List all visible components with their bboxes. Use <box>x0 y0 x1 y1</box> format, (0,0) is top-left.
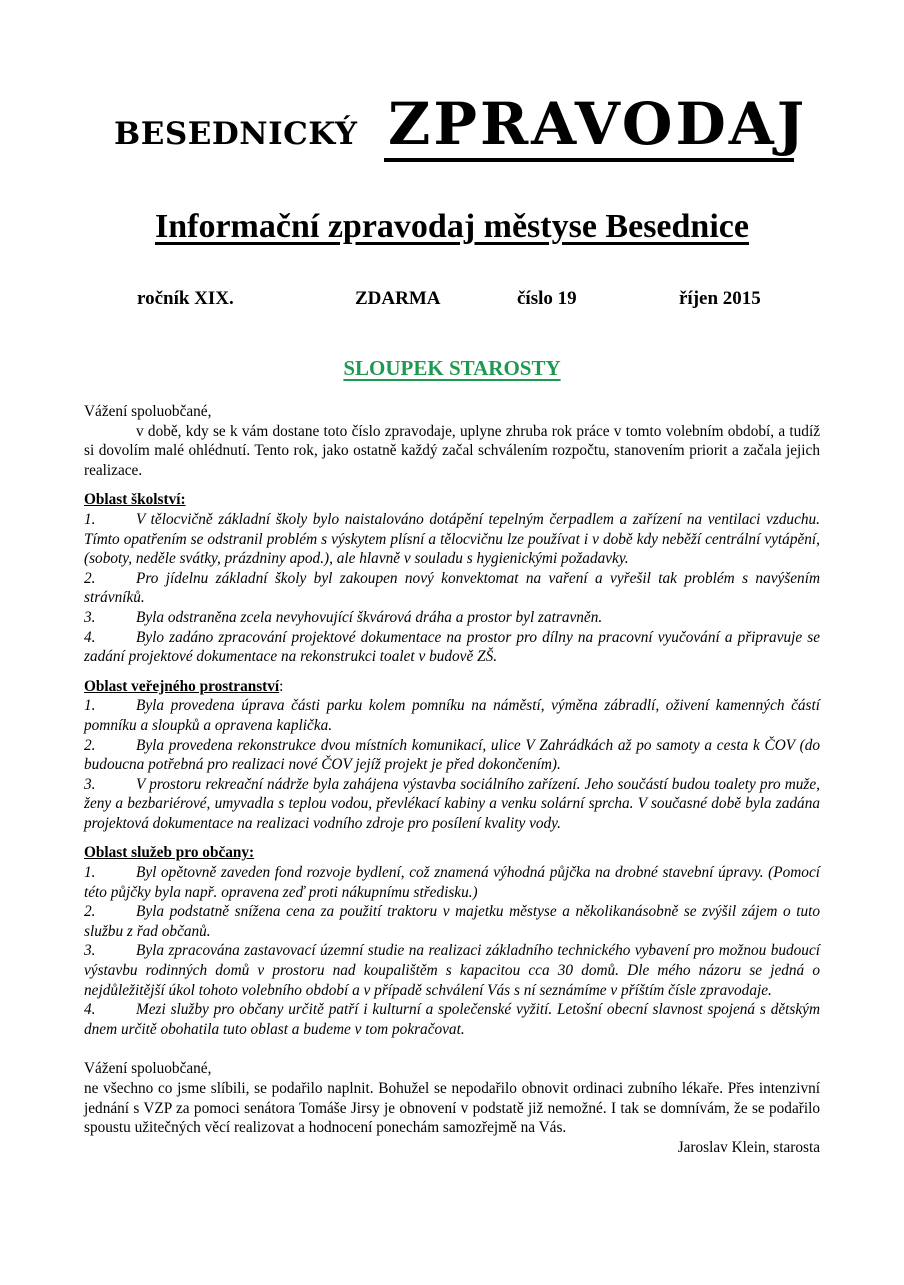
section-heading-text: Oblast školství: <box>84 491 186 509</box>
list-item <box>84 608 820 628</box>
item-number: 4. <box>84 628 96 646</box>
list-item <box>84 569 820 608</box>
newsletter-subtitle: Informační zpravodaj městyse Besednice <box>155 208 749 245</box>
list-item <box>84 628 820 667</box>
list-item <box>84 736 820 775</box>
list-item <box>84 902 820 941</box>
list-item <box>84 941 820 1000</box>
list-item <box>84 775 820 834</box>
closing-paragraph: ne všechno co jsme slíbili, se podařilo naplnit. Bohužel se nepodařilo obnovit ordinaci zubního lékaře. Přes intenzivní jednání s VZP za pomoci senátora Tomáše Jirsy je obnovení v podstatě již nemožné. I tak se domnívám, že se podařilo spoustu užitečných věcí realizovat a hodnocení ponechám samozřejmě na Vás. <box>84 1080 820 1137</box>
masthead-underline <box>384 158 794 162</box>
section-heading <box>84 490 820 510</box>
item-number: 1. <box>84 697 96 715</box>
item-text: V tělocvičně základní školy bylo naistalováno dotápění tepelným čerpadlem a zařízení na ventilaci vzduchu. Tímto opatřením se odstranil problém s výskytem plísní a tělocvičnu lze používat i v době kdy neběží centrální vytápění,(soboty, neděle svátky, prázdniny apod.), ale hlavně v souladu s hygienickými požadavky. <box>84 510 820 568</box>
volume-label: ročník XIX. <box>137 288 234 309</box>
masthead-big-title: ZPRAVODAJ <box>388 90 808 158</box>
item-number: 2. <box>84 736 96 754</box>
masthead-small-title: BESEDNICKÝ <box>114 116 358 152</box>
item-text: Bylo zadáno zpracování projektové dokumentace na prostor pro dílny na pracovní vyučování a připravuje se zadání projektové dokumentace na rekonstrukci toalet v budově ZŠ. <box>84 628 820 666</box>
section-heading-text: Oblast služeb pro občany: <box>84 844 255 862</box>
item-number: 3. <box>84 942 96 960</box>
section-title: SLOUPEK STAROSTY <box>343 356 561 380</box>
item-text: Pro jídelnu základní školy byl zakoupen nový konvektomat na vaření a vyřešil tak problém s navýšením strávníků. <box>84 569 820 607</box>
item-text: Byla podstatně snížena cena za použití traktoru v majetku městyse a několikanásobně se zvýšil zájem o tuto službu z řad občanů. <box>84 903 820 940</box>
closing-greeting: Vážení spoluobčané, <box>84 1060 212 1078</box>
greeting: Vážení spoluobčané, <box>84 403 212 420</box>
list-item <box>84 1000 820 1039</box>
signature: Jaroslav Klein, starosta <box>677 1138 820 1156</box>
section-heading <box>84 677 820 697</box>
item-number: 1. <box>84 864 96 882</box>
item-number: 3. <box>84 608 96 626</box>
item-text: Byl opětovně zaveden fond rozvoje bydlení, což znamená výhodná půjčka na drobné stavební úpravy. (Pomocí této půjčky byla např. opravena zeď proti nákupnímu středisku.) <box>84 864 820 901</box>
item-text: Byla provedena rekonstrukce dvou místních komunikací, ulice V Zahrádkách až po samoty a cesta k ČOV (do budoucna potřebná pro realizaci nové ČOV jejíž projekt je před dokončením). <box>84 736 820 774</box>
issue-number: číslo 19 <box>517 288 577 309</box>
issue-date: říjen 2015 <box>679 288 761 309</box>
item-text: Byla provedena úprava části parku kolem pomníku na náměstí, výměna zábradlí, oživení kamenných částí pomníku a sloupků a opravena kaplička. <box>84 697 820 734</box>
list-item <box>84 863 820 902</box>
item-number: 1. <box>84 510 96 528</box>
intro-paragraph: v době, kdy se k vám dostane toto číslo zpravodaje, uplyne zhruba rok práce v tomto volebním období, a tudíž si dovolím malé ohlédnutí. Tento rok, jako ostatně každý začal schválením rozpočtu, stanovením priorit a začala jejich realizace. <box>84 422 820 479</box>
section-heading-text: Oblast veřejného prostranství <box>84 677 280 695</box>
item-text: Byla zpracována zastavovací územní studie na realizaci základního technického vybavení pro možnou budoucí výstavbu rodinných domů v prostoru nad koupalištěm s kapacitou cca 30 domů. Dle mého názoru se jedná o nejdůležitější úkol tohoto volebního období a v případě schválení Vás s ní seznámíme v příštím čísle zpravodaje. <box>84 942 820 999</box>
item-number: 2. <box>84 569 96 587</box>
item-text: Byla odstraněna zcela nevyhovující škvárová dráha a prostor byl zatravněn. <box>136 608 603 626</box>
item-number: 4. <box>84 1001 96 1019</box>
article-body <box>84 402 820 1157</box>
item-number: 2. <box>84 903 96 921</box>
item-number: 3. <box>84 775 96 793</box>
item-text: Mezi služby pro občany určitě patří i kulturní a společenské vyžití. Letošní obecní slavnost spojená s dětským dnem určitě obohatila tuto oblast a budeme v tom pokračovat. <box>84 1001 820 1038</box>
section-heading <box>84 843 820 863</box>
masthead <box>114 90 808 162</box>
list-item <box>84 510 820 569</box>
list-item <box>84 696 820 735</box>
price-label: ZDARMA <box>355 288 441 309</box>
item-text: V prostoru rekreační nádrže byla zahájena výstavba sociálního zařízení. Jeho součástí budou toalety pro muže, ženy a bezbariérové, umyvadla s teplou vodou, převlékací kabiny a venku solární sprcha. V současné době byla zadána projektová dokumentace na realizaci vodního zdroje pro posílení kvality vody. <box>84 775 820 832</box>
section-heading-colon: : <box>279 677 284 695</box>
